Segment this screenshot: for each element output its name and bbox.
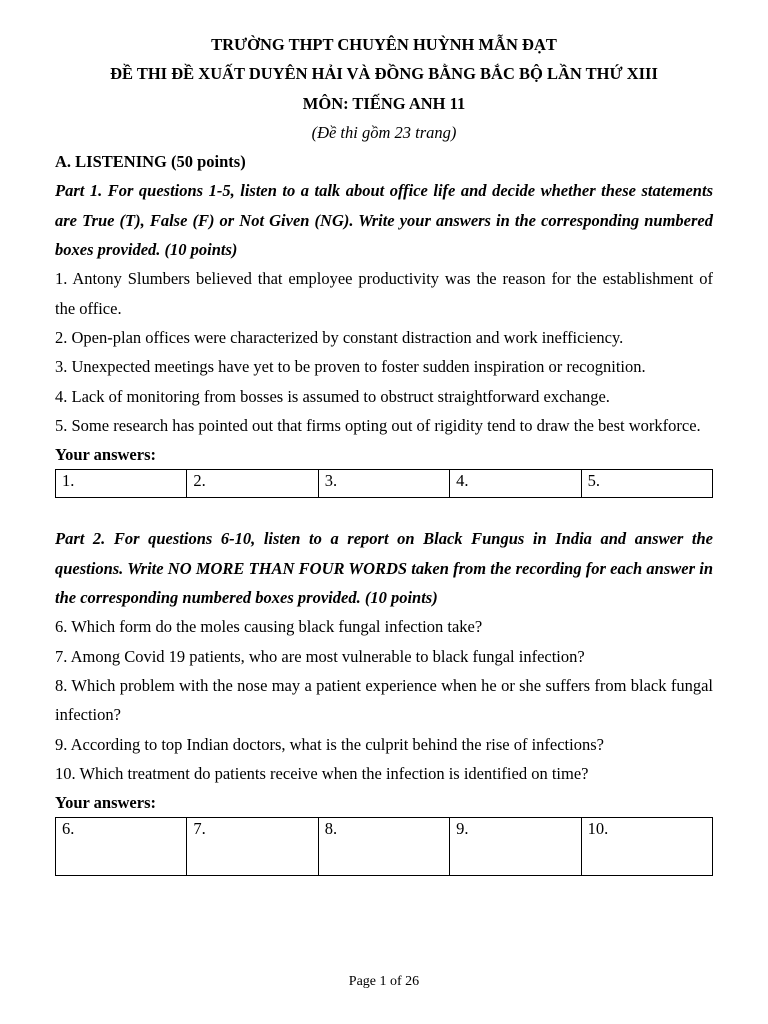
part2-question-10: 10. Which treatment do patients receive when the infection is identified on time? (55, 763, 589, 783)
answer-box-4[interactable]: 4. (450, 470, 581, 498)
part2-question-7: 7. Among Covid 19 patients, who are most vulnerable to black fungal infection? (55, 646, 585, 666)
part1-question-1: 1. Antony Slumbers believed that employee productivity was the reason for the establishment of the office. (55, 269, 713, 318)
answer-box-9[interactable]: 9. (450, 818, 581, 876)
part1-answers-label: Your answers: (55, 445, 156, 465)
answer-box-8[interactable]: 8. (318, 818, 449, 876)
school-name: TRƯỜNG THPT CHUYÊN HUỲNH MẪN ĐẠT (211, 35, 557, 54)
answer-box-2[interactable]: 2. (187, 470, 318, 498)
part2-question-8: 8. Which problem with the nose may a patient experience when he or she suffers from black fungal infection? (55, 675, 713, 725)
part1-question-3: 3. Unexpected meetings have yet to be proven to foster sudden inspiration or recognition. (55, 357, 646, 377)
part1-answer-table (55, 469, 713, 498)
part1-question-2: 2. Open-plan offices were characterized by constant distraction and work inefficiency. (55, 327, 624, 347)
subject-title: MÔN: TIẾNG ANH 11 (302, 93, 466, 113)
exam-page (55, 30, 713, 876)
answer-box-6[interactable]: 6. (56, 818, 187, 876)
answer-box-7[interactable]: 7. (187, 818, 318, 876)
pages-note: (Đề thi gồm 23 trang) (311, 122, 457, 142)
answer-box-10[interactable]: 10. (581, 818, 712, 876)
page-number: Page 1 of 26 (348, 974, 420, 989)
section-a-title: A. LISTENING (50 points) (55, 152, 246, 172)
part2-question-9: 9. According to top Indian doctors, what is the culprit behind the rise of infections? (55, 734, 604, 754)
part1-question-4: 4. Lack of monitoring from bosses is assumed to obstruct straightforward exchange. (55, 386, 610, 406)
part2-question-6: 6. Which form do the moles causing black fungal infection take? (55, 617, 483, 637)
answer-box-5[interactable]: 5. (581, 470, 712, 498)
exam-title: ĐỀ THI ĐỀ XUẤT DUYÊN HẢI VÀ ĐỒNG BẰNG BẮC BỘ LẦN THỨ XIII (110, 64, 658, 84)
part2-answers-label: Your answers: (55, 793, 156, 813)
answer-box-1[interactable]: 1. (56, 470, 187, 498)
answer-box-3[interactable]: 3. (318, 470, 449, 498)
part2-instruction: Part 2. For questions 6-10, listen to a report on Black Fungus in India and answer the questions. Write NO MORE THAN FOUR WORDS taken from the recording for each answer in the corresponding numbered boxes provided. (10 points) (55, 529, 713, 608)
part1-instruction: Part 1. For questions 1-5, listen to a talk about office life and decide whether these statements are True (T), False (F) or Not Given (NG). Write your answers in the corresponding numbered boxes provided. (10 points) (55, 181, 713, 260)
part2-answer-table (55, 817, 713, 876)
part1-question-5: 5. Some research has pointed out that firms opting out of rigidity tend to draw the best workforce. (55, 415, 701, 435)
spacer (55, 498, 713, 524)
